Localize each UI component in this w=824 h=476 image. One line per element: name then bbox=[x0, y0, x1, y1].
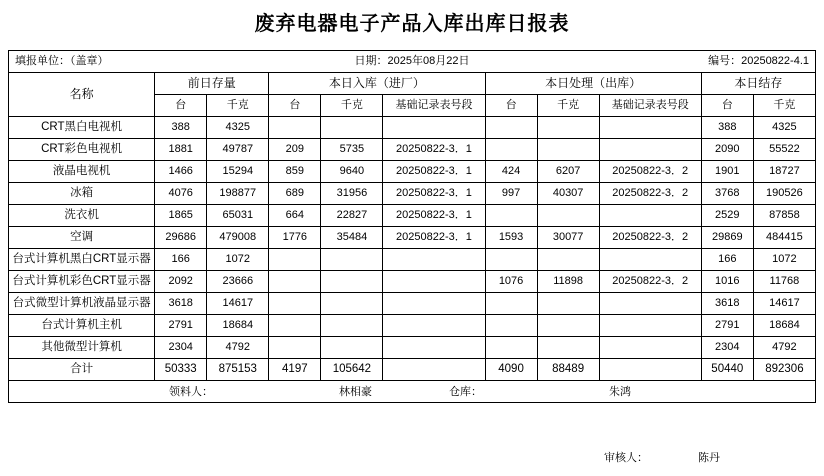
row-bal-kg: 4792 bbox=[753, 337, 815, 359]
table-row bbox=[9, 117, 816, 139]
row-bal-tai: 2090 bbox=[701, 139, 753, 161]
row-bal-tai: 3618 bbox=[701, 293, 753, 315]
header-in-tai: 台 bbox=[269, 95, 321, 117]
signature-cell bbox=[9, 381, 816, 403]
row-bal-kg: 4325 bbox=[753, 117, 815, 139]
row-prev-kg: 1072 bbox=[207, 249, 269, 271]
row-bal-kg: 14617 bbox=[753, 293, 815, 315]
row-bal-tai: 2529 bbox=[701, 205, 753, 227]
header-bal-tai: 台 bbox=[701, 95, 753, 117]
row-in-tai bbox=[269, 249, 321, 271]
row-bal-tai: 3768 bbox=[701, 183, 753, 205]
row-out-kg bbox=[537, 205, 599, 227]
header-prev-tai: 台 bbox=[155, 95, 207, 117]
row-out-no: 20250822-3．2 bbox=[599, 227, 701, 249]
total-out-no bbox=[599, 359, 701, 381]
row-in-tai bbox=[269, 337, 321, 359]
picker-label: 领料人： bbox=[169, 386, 213, 398]
row-in-no bbox=[383, 315, 485, 337]
number-label: 编号：20250822-4.1 bbox=[708, 55, 809, 67]
row-in-kg bbox=[321, 249, 383, 271]
table-row bbox=[9, 271, 816, 293]
row-out-tai bbox=[485, 293, 537, 315]
row-out-no bbox=[599, 139, 701, 161]
header-in-kg: 千克 bbox=[321, 95, 383, 117]
row-in-kg bbox=[321, 117, 383, 139]
row-out-no bbox=[599, 117, 701, 139]
header-name: 名称 bbox=[9, 73, 155, 117]
row-in-no bbox=[383, 249, 485, 271]
row-prev-kg: 4325 bbox=[207, 117, 269, 139]
total-out-kg: 88489 bbox=[537, 359, 599, 381]
row-in-tai bbox=[269, 117, 321, 139]
row-in-tai: 859 bbox=[269, 161, 321, 183]
row-in-tai: 689 bbox=[269, 183, 321, 205]
header-in-record-no: 基础记录表号段 bbox=[383, 95, 485, 117]
row-bal-kg: 190526 bbox=[753, 183, 815, 205]
row-in-no: 20250822-3．1 bbox=[383, 205, 485, 227]
meta-cell bbox=[9, 51, 816, 73]
report-table bbox=[8, 50, 816, 403]
table-row bbox=[9, 139, 816, 161]
row-in-no: 20250822-3．1 bbox=[383, 161, 485, 183]
row-out-kg: 40307 bbox=[537, 183, 599, 205]
row-bal-tai: 29869 bbox=[701, 227, 753, 249]
row-out-tai: 1593 bbox=[485, 227, 537, 249]
row-out-no: 20250822-3．2 bbox=[599, 183, 701, 205]
row-out-kg bbox=[537, 139, 599, 161]
header-group-prev: 前日存量 bbox=[155, 73, 269, 95]
row-out-tai bbox=[485, 249, 537, 271]
row-in-no bbox=[383, 271, 485, 293]
picker-value: 林相豪 bbox=[339, 386, 372, 398]
row-bal-kg: 1072 bbox=[753, 249, 815, 271]
row-name: 台式微型计算机液晶显示器 bbox=[9, 293, 155, 315]
header-group-balance: 本日结存 bbox=[701, 73, 815, 95]
row-out-tai bbox=[485, 315, 537, 337]
header-out-kg: 千克 bbox=[537, 95, 599, 117]
row-name: 空调 bbox=[9, 227, 155, 249]
row-in-kg: 22827 bbox=[321, 205, 383, 227]
row-in-no: 20250822-3．1 bbox=[383, 183, 485, 205]
meta-row bbox=[9, 51, 816, 73]
row-in-tai: 664 bbox=[269, 205, 321, 227]
table-row bbox=[9, 293, 816, 315]
row-out-tai bbox=[485, 139, 537, 161]
total-in-kg: 105642 bbox=[321, 359, 383, 381]
row-in-kg: 31956 bbox=[321, 183, 383, 205]
row-bal-tai: 2791 bbox=[701, 315, 753, 337]
row-prev-tai: 2791 bbox=[155, 315, 207, 337]
row-bal-tai: 166 bbox=[701, 249, 753, 271]
total-in-no bbox=[383, 359, 485, 381]
row-in-no bbox=[383, 117, 485, 139]
row-in-kg bbox=[321, 315, 383, 337]
row-out-tai bbox=[485, 205, 537, 227]
row-in-tai bbox=[269, 271, 321, 293]
unit-label: 填报单位：（盖章） bbox=[15, 55, 109, 67]
header-out-record-no: 基础记录表号段 bbox=[599, 95, 701, 117]
table-row bbox=[9, 337, 816, 359]
date-label: 日期：2025年08月22日 bbox=[354, 55, 470, 67]
row-prev-kg: 49787 bbox=[207, 139, 269, 161]
total-prev-tai: 50333 bbox=[155, 359, 207, 381]
total-bal-tai: 50440 bbox=[701, 359, 753, 381]
header-bal-kg: 千克 bbox=[753, 95, 815, 117]
row-name: 液晶电视机 bbox=[9, 161, 155, 183]
total-label: 合计 bbox=[9, 359, 155, 381]
total-in-tai: 4197 bbox=[269, 359, 321, 381]
row-bal-tai: 1901 bbox=[701, 161, 753, 183]
row-name: 其他微型计算机 bbox=[9, 337, 155, 359]
table-row bbox=[9, 249, 816, 271]
row-in-no bbox=[383, 337, 485, 359]
warehouse-value: 朱鸿 bbox=[609, 386, 631, 398]
row-out-tai: 997 bbox=[485, 183, 537, 205]
row-out-kg bbox=[537, 337, 599, 359]
row-name: 冰箱 bbox=[9, 183, 155, 205]
row-bal-kg: 484415 bbox=[753, 227, 815, 249]
row-prev-tai: 2092 bbox=[155, 271, 207, 293]
row-out-tai: 1076 bbox=[485, 271, 537, 293]
row-out-kg bbox=[537, 117, 599, 139]
row-bal-kg: 55522 bbox=[753, 139, 815, 161]
signature-row bbox=[9, 381, 816, 403]
header-out-tai: 台 bbox=[485, 95, 537, 117]
row-bal-kg: 18727 bbox=[753, 161, 815, 183]
row-prev-tai: 1881 bbox=[155, 139, 207, 161]
row-out-kg bbox=[537, 293, 599, 315]
row-prev-kg: 4792 bbox=[207, 337, 269, 359]
row-prev-kg: 14617 bbox=[207, 293, 269, 315]
row-in-kg bbox=[321, 271, 383, 293]
row-out-kg: 11898 bbox=[537, 271, 599, 293]
row-bal-kg: 18684 bbox=[753, 315, 815, 337]
row-bal-tai: 1016 bbox=[701, 271, 753, 293]
header-group-out: 本日处理（出库） bbox=[485, 73, 701, 95]
total-row bbox=[9, 359, 816, 381]
row-out-tai bbox=[485, 337, 537, 359]
header-group-in: 本日入库（进厂） bbox=[269, 73, 485, 95]
row-name: CRT黑白电视机 bbox=[9, 117, 155, 139]
header-prev-kg: 千克 bbox=[207, 95, 269, 117]
row-name: 台式计算机主机 bbox=[9, 315, 155, 337]
row-out-kg: 6207 bbox=[537, 161, 599, 183]
row-in-kg bbox=[321, 337, 383, 359]
row-bal-kg: 11768 bbox=[753, 271, 815, 293]
row-prev-tai: 1865 bbox=[155, 205, 207, 227]
table-row bbox=[9, 161, 816, 183]
row-prev-kg: 23666 bbox=[207, 271, 269, 293]
row-out-no bbox=[599, 293, 701, 315]
row-out-no bbox=[599, 337, 701, 359]
row-prev-tai: 388 bbox=[155, 117, 207, 139]
row-in-tai bbox=[269, 293, 321, 315]
page-title: 废弃电器电子产品入库出库日报表 bbox=[254, 13, 570, 35]
row-out-no bbox=[599, 315, 701, 337]
row-out-kg bbox=[537, 249, 599, 271]
row-in-kg: 35484 bbox=[321, 227, 383, 249]
row-out-no bbox=[599, 249, 701, 271]
row-in-kg: 5735 bbox=[321, 139, 383, 161]
row-in-kg: 9640 bbox=[321, 161, 383, 183]
row-name: 洗衣机 bbox=[9, 205, 155, 227]
row-bal-tai: 2304 bbox=[701, 337, 753, 359]
total-prev-kg: 875153 bbox=[207, 359, 269, 381]
row-out-tai: 424 bbox=[485, 161, 537, 183]
row-prev-kg: 198877 bbox=[207, 183, 269, 205]
row-prev-tai: 1466 bbox=[155, 161, 207, 183]
warehouse-label: 仓库： bbox=[449, 386, 482, 398]
row-in-no bbox=[383, 293, 485, 315]
row-out-no bbox=[599, 205, 701, 227]
row-prev-kg: 18684 bbox=[207, 315, 269, 337]
row-in-no: 20250822-3．1 bbox=[383, 139, 485, 161]
row-in-tai bbox=[269, 315, 321, 337]
row-bal-tai: 388 bbox=[701, 117, 753, 139]
total-bal-kg: 892306 bbox=[753, 359, 815, 381]
total-out-tai: 4090 bbox=[485, 359, 537, 381]
row-out-no: 20250822-3．2 bbox=[599, 161, 701, 183]
row-in-tai: 1776 bbox=[269, 227, 321, 249]
auditor-value: 陈丹 bbox=[698, 452, 720, 464]
row-prev-tai: 2304 bbox=[155, 337, 207, 359]
row-in-tai: 209 bbox=[269, 139, 321, 161]
row-prev-tai: 3618 bbox=[155, 293, 207, 315]
row-prev-kg: 65031 bbox=[207, 205, 269, 227]
row-in-no: 20250822-3．1 bbox=[383, 227, 485, 249]
table-row bbox=[9, 227, 816, 249]
row-name: 台式计算机彩色CRT显示器 bbox=[9, 271, 155, 293]
row-prev-tai: 4076 bbox=[155, 183, 207, 205]
table-row bbox=[9, 205, 816, 227]
header-group-row bbox=[9, 73, 816, 95]
row-name: 台式计算机黑白CRT显示器 bbox=[9, 249, 155, 271]
row-prev-tai: 166 bbox=[155, 249, 207, 271]
row-prev-kg: 15294 bbox=[207, 161, 269, 183]
row-out-kg bbox=[537, 315, 599, 337]
row-out-no: 20250822-3．2 bbox=[599, 271, 701, 293]
row-name: CRT彩色电视机 bbox=[9, 139, 155, 161]
row-out-kg: 30077 bbox=[537, 227, 599, 249]
row-prev-kg: 479008 bbox=[207, 227, 269, 249]
row-prev-tai: 29686 bbox=[155, 227, 207, 249]
auditor-label: 审核人： bbox=[604, 452, 648, 464]
row-bal-kg: 87858 bbox=[753, 205, 815, 227]
table-row bbox=[9, 183, 816, 205]
row-out-tai bbox=[485, 117, 537, 139]
row-in-kg bbox=[321, 293, 383, 315]
table-row bbox=[9, 315, 816, 337]
